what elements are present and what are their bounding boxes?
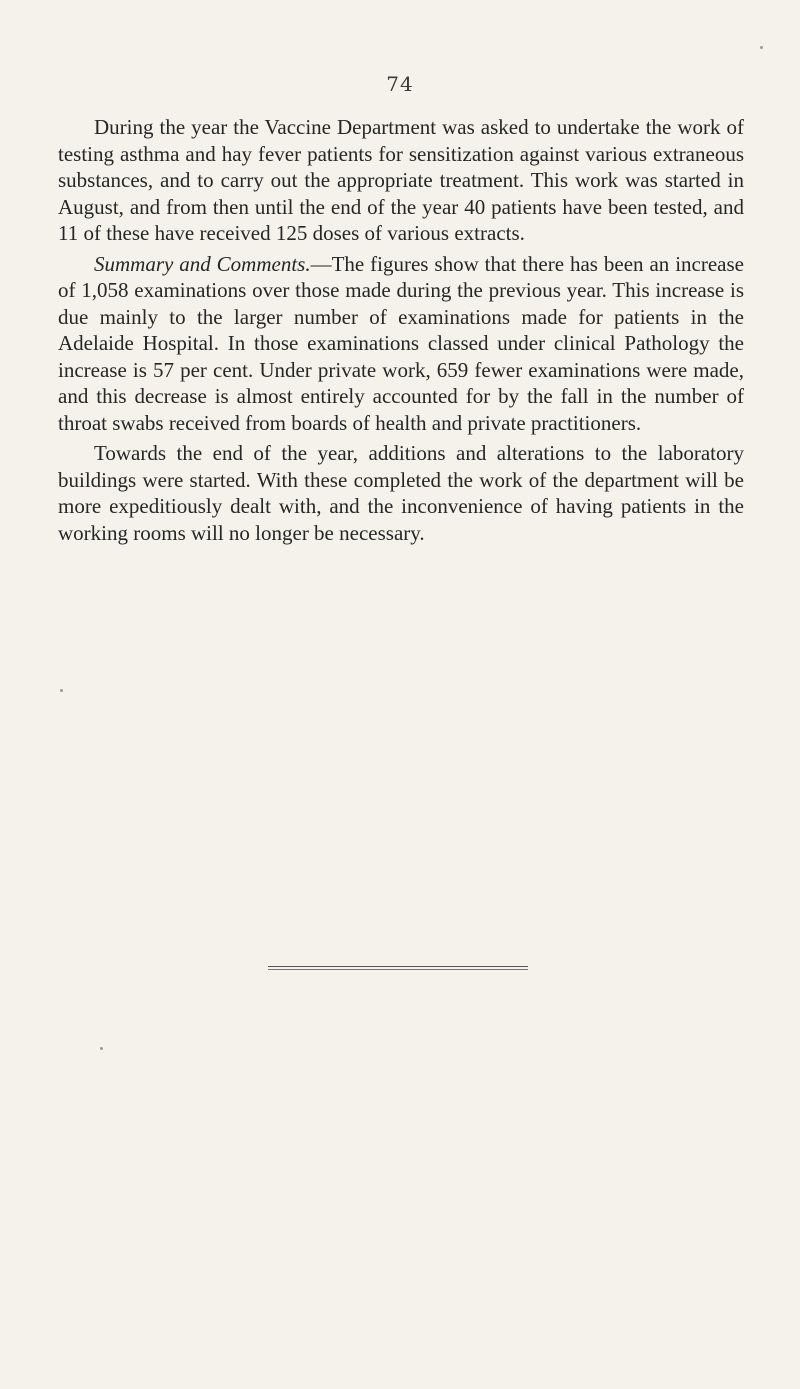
page-number: 74 [386, 72, 414, 96]
paragraph-summary [58, 251, 744, 437]
ink-speck [60, 689, 63, 692]
body-text [58, 114, 744, 550]
paragraph-laboratory [58, 440, 744, 546]
paragraph-text: —The figures show that there has been an increase of 1,058 examinations over those made during the previous year. This increase is due mainly to the larger number of examinations made for patients in the Adelaide Hospital. In those examinations classed under clinical Pathology the increase is 57 per cent. Under private work, 659 fewer examinations were made, and this decrease is almost entirely accounted for by the fall in the number of throat swabs received from boards of health and private practitioners. [58, 251, 744, 435]
section-divider-secondary [268, 969, 528, 970]
ink-speck [760, 46, 763, 49]
inline-heading: Summary and Comments. [94, 251, 311, 276]
paragraph-text: Towards the end of the year, additions and alterations to the laboratory buildings were started. With these completed the work of the department will be more expeditiously dealt with, and the inconvenience of having patients in the working rooms will no longer be necessary. [58, 441, 744, 545]
ink-speck [100, 1047, 103, 1050]
paragraph-vaccine-department [58, 114, 744, 247]
section-divider [268, 966, 528, 967]
paragraph-text: During the year the Vaccine Department was asked to undertake the work of testing asthma and hay fever patients for sensitization against various extraneous substances, and to carry out the appropriate treatment. This work was started in August, and from then until the end of the year 40 patients have been tested, and 11 of these have received 125 doses of various extracts. [58, 115, 744, 245]
